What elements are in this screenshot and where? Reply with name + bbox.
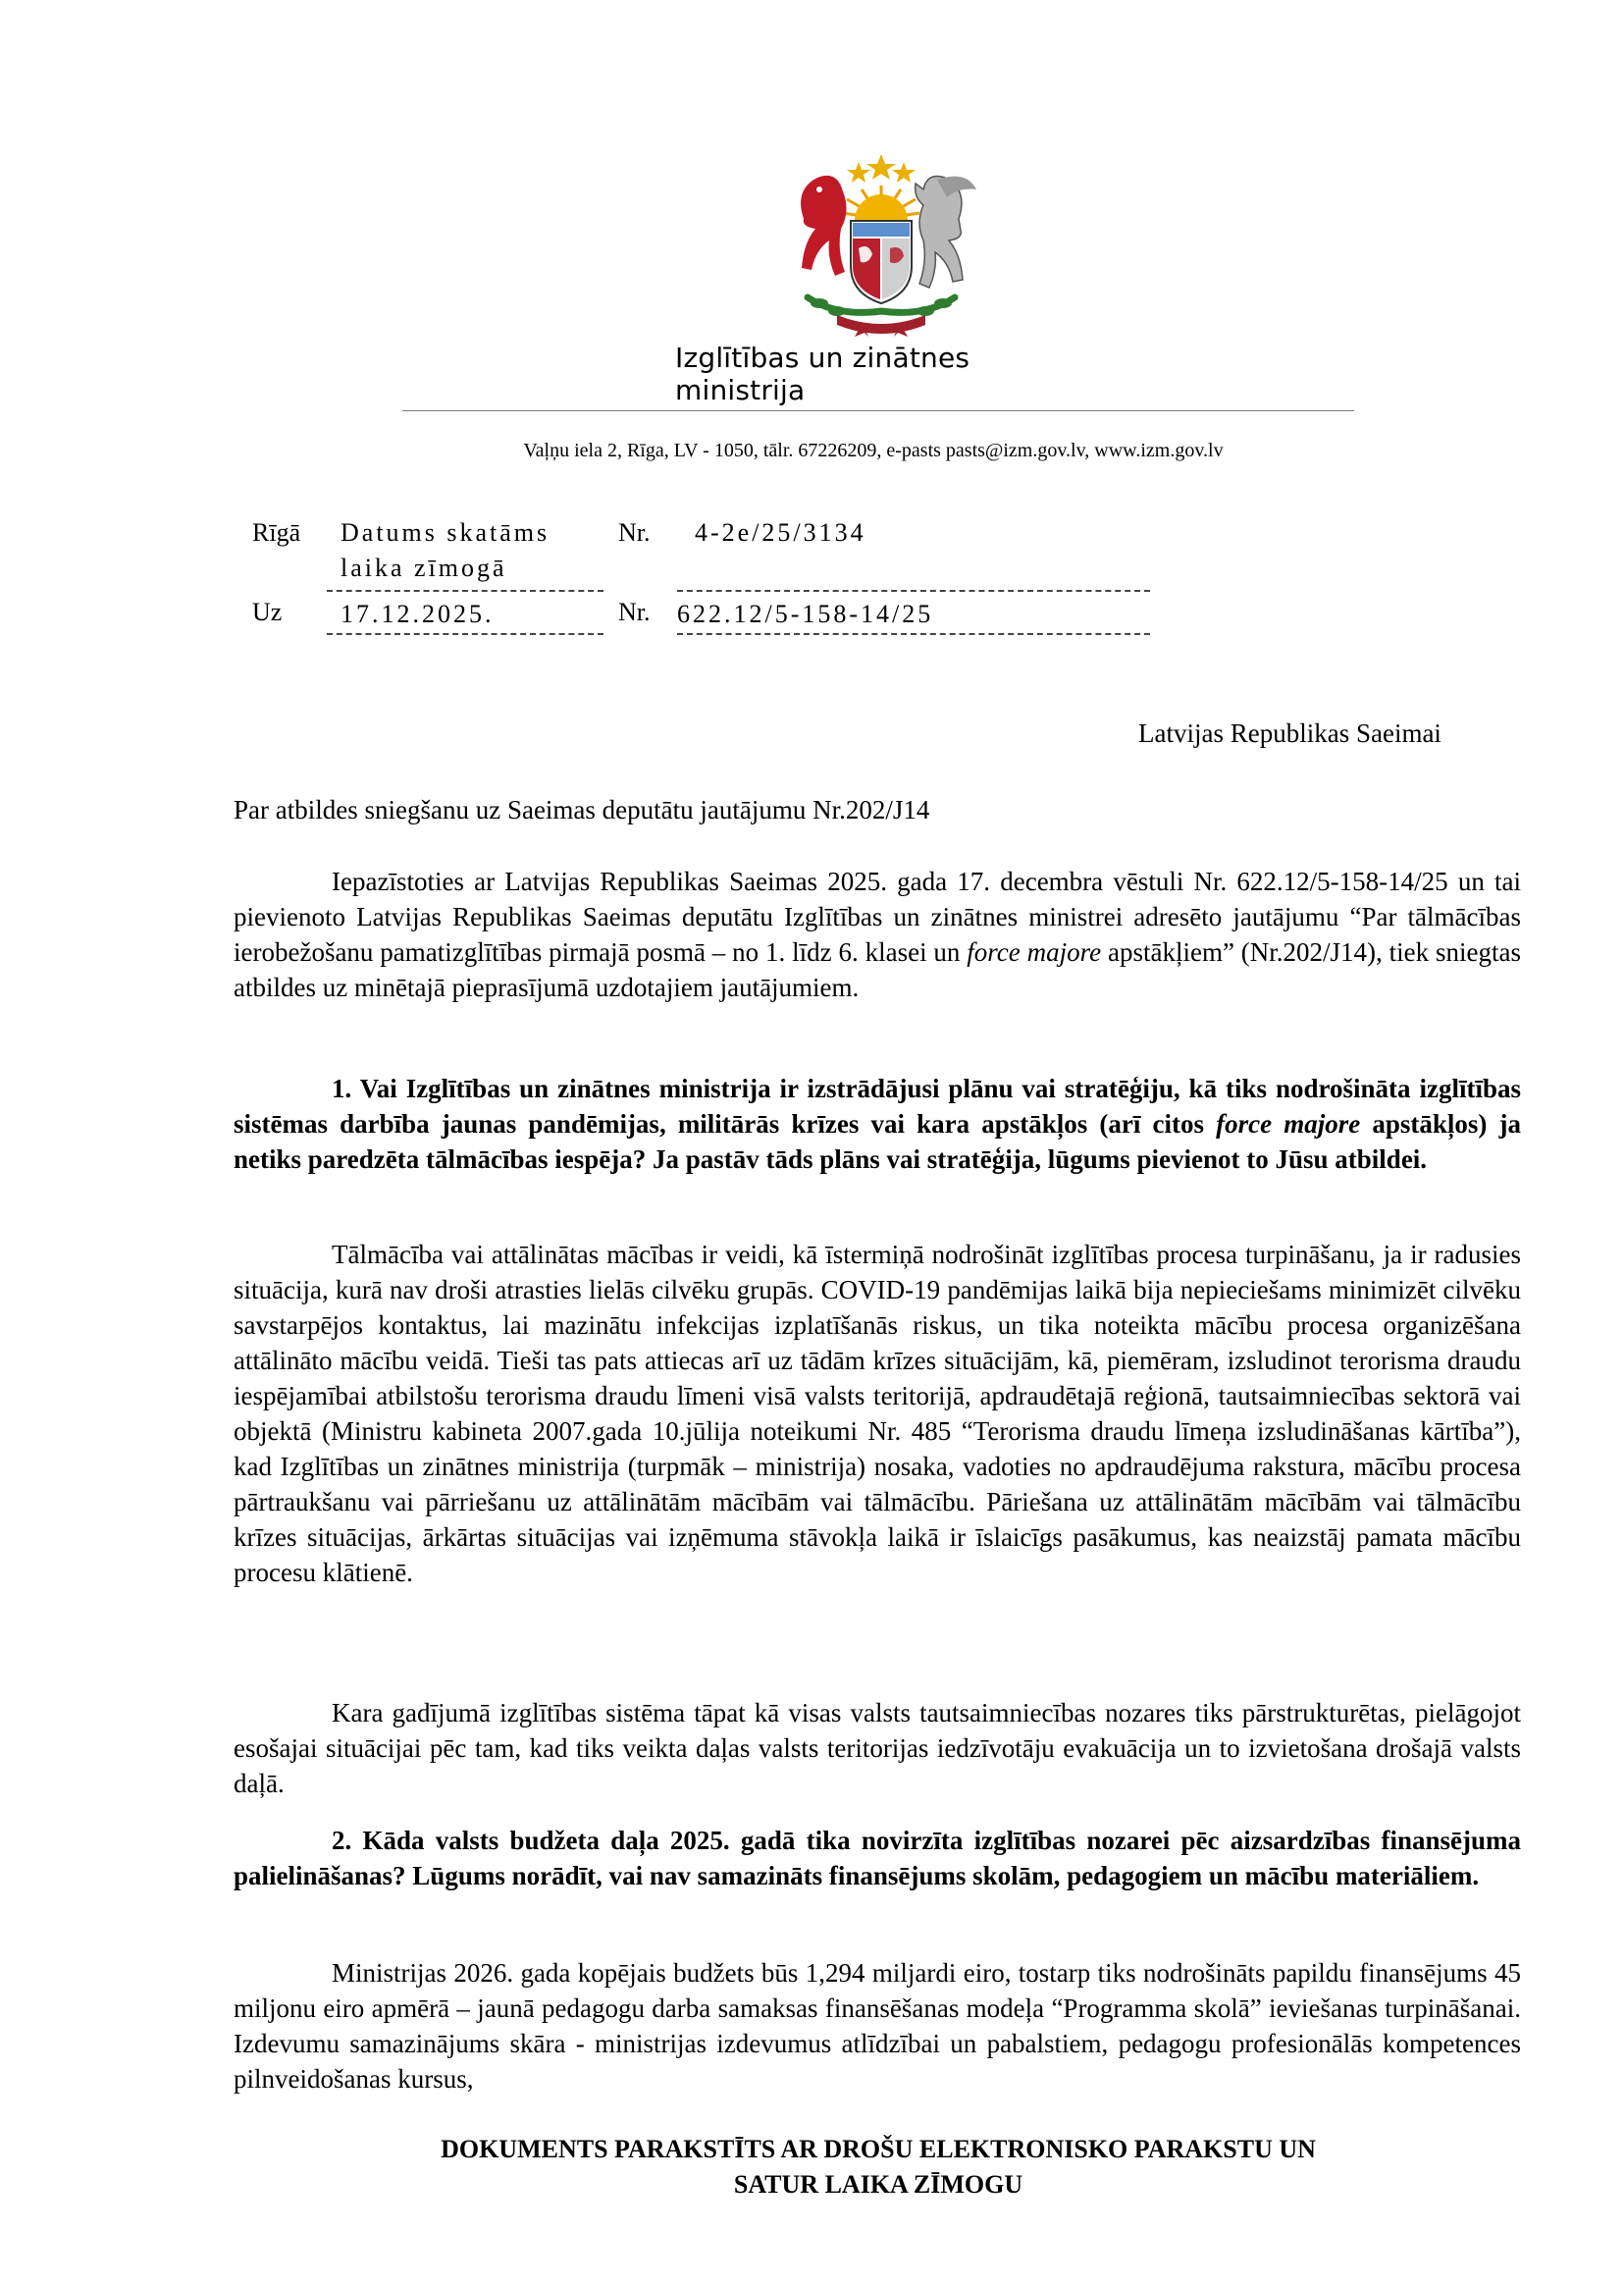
ministry-name: Izglītības un zinātnes ministrija <box>675 342 970 406</box>
footer-line-2: SATUR LAIKA ZĪMOGU <box>733 2170 1023 2199</box>
question-2-section <box>234 1823 1521 1893</box>
header-divider <box>402 410 1354 411</box>
answer-2-paragraph-1: Ministrijas 2026. gada kopējais budžets būs 1,294 miljardi eiro, tostarp tiks nodrošināts papildu finansējums 45 miljonu eiro apmērā – jaunā pedagogu darba samaksas finansēšanas modeļa “Programma skolā” ieviešanas turpināšanai. Izdevumu samazinājums skāra - ministrijas izdevumus atlīdzībai un pabalstiem, pedagogu profesionālās kompetences pilnveidošanas kursus, <box>234 1958 1521 2094</box>
answer-1-section <box>234 1237 1521 1590</box>
intro-text-1: Iepazīstoties ar Latvijas Republikas Saeimas 2025. gada 17. decembra vēstuli Nr. 622.12/5-158-14/25 un tai pievienoto Latvijas Republikas Saeimas deputātu Izglītības un zinātnes ministrei adresēto jautājumu “Par tālmācības ierobežošanu pamatizglītības pirmajā posmā – no 1. līdz 6. klasei un <box>234 867 1521 967</box>
subject-line: Par atbildes sniegšanu uz Saeimas deputātu jautājumu Nr.202/J14 <box>234 795 930 824</box>
place-label: Rīgā <box>252 518 301 547</box>
answer-1-section-2 <box>234 1695 1521 1801</box>
answer-1-paragraph-1: Tālmācība vai attālinātas mācības ir veidi, kā īstermiņā nodrošināt izglītības procesa turpināšanu, ja ir radusies situācija, kurā nav droši atrasties lielās cilvēku grupās. COVID-19 pandēmijas laikā bija nepieciešams minimizēt cilvēku savstarpējos kontaktus, lai mazinātu infekcijas izplatīšanās riskus, un tika noteikta mācību procesa organizēšana attālināto mācību veidā. Tieši tas pats attiecas arī uz tādām krīzes situācijām, kā, piemēram, izsludinot terorisma draudu iespējamībai atbilstošu terorisma draudu līmeni visā valsts teritorijā, apdraudētajā reģionā, tautsaimniecības sektorā vai objektā (Ministru kabineta 2007.gada 10.jūlija noteikumi Nr. 485 “Terorisma draudu līmeņa izsludināšanas kārtība”), kad Izglītības un zinātnes ministrija (turpmāk – ministrija) nosaka, vadoties no apdraudējuma rakstura, mācību procesa pārtraukšanu vai pārriešanu uz attālinātām mācībām vai tālmācību. Pāriešana uz attālinātām mācībām vai tālmācību krīzes situācijas, ārkārtas situācijas vai izņēmuma stāvokļa laikā ir īslaicīgs pasākumus, kas neaizstāj pamata mācību procesu klātienē. <box>234 1240 1521 1587</box>
intro-section <box>234 864 1521 1005</box>
incoming-number: 622.12/5-158-14/25 <box>677 600 934 628</box>
question-1 <box>234 1071 1521 1177</box>
nr-label-1: Nr. <box>618 518 651 547</box>
recipient: Latvijas Republikas Saeimai <box>1138 718 1441 748</box>
intro-paragraph <box>234 864 1521 1005</box>
answer-1-paragraph-2: Kara gadījumā izglītības sistēma tāpat kā visas valsts tautsaimniecības nozares tiks pārstrukturētas, pielāgojot esošajai situācijai pēc tam, kad tiks veikta daļas valsts teritorijas iedzīvotāju evakuācija un to izvietošana drošajā valsts daļā. <box>234 1698 1521 1798</box>
intro-text-2: apstākļiem” (Nr.202/J14), tiek sniegtas atbildes uz minētajā pieprasījumā uzdotajiem jautājumiem. <box>234 937 1521 1002</box>
footer-line-1: DOKUMENTS PARAKSTĪTS AR DROŠU ELEKTRONISKO PARAKSTU UN <box>441 2135 1316 2163</box>
question-1-text-1: 1. Vai Izglītības un zinātnes ministrija ir izstrādājusi plānu vai stratēģiju, kā tiks nodrošināta izglītības sistēmas darbība jaunas pandēmijas, militārās krīzes vai kara apstākļos (arī citos <box>234 1074 1521 1139</box>
incoming-date: 17.12.2025. <box>341 600 495 628</box>
address-line: Vaļņu iela 2, Rīga, LV - 1050, tālr. 67226209, e-pasts pasts@izm.gov.lv, www.izm.gov.lv <box>523 440 1224 461</box>
reg-number-underline <box>677 590 1150 592</box>
question-1-section <box>234 1071 1521 1177</box>
uz-label: Uz <box>252 598 283 626</box>
coat-of-arms-logo <box>768 150 994 337</box>
reg-number: 4-2e/25/3134 <box>695 518 866 547</box>
question-1-text-2: apstākļos) ja netiks paredzēta tālmācības iespēja? Ja pastāv tāds plāns vai stratēģija, lūgums pievienot to Jūsu atbildei. <box>234 1109 1521 1174</box>
date-underline <box>327 590 603 592</box>
nr-label-2: Nr. <box>618 598 651 626</box>
question-1-italic: force majore <box>1216 1109 1361 1139</box>
question-2: 2. Kāda valsts budžeta daļa 2025. gadā tika novirzīta izglītības nozarei pēc aizsardzības finansējuma palielināšanas? Lūgums norādīt, vai nav samazināts finansējums skolām, pedagogiem un mācību materiāliem. <box>234 1826 1521 1890</box>
incoming-number-underline <box>677 633 1150 635</box>
date-note-line1: Datums skatāms <box>341 518 550 547</box>
answer-2-section <box>234 1955 1521 2097</box>
incoming-date-underline <box>327 633 603 635</box>
date-note-line2: laika zīmogā <box>341 554 507 582</box>
signature-footer <box>0 2132 1624 2203</box>
intro-italic: force majore <box>967 937 1102 967</box>
